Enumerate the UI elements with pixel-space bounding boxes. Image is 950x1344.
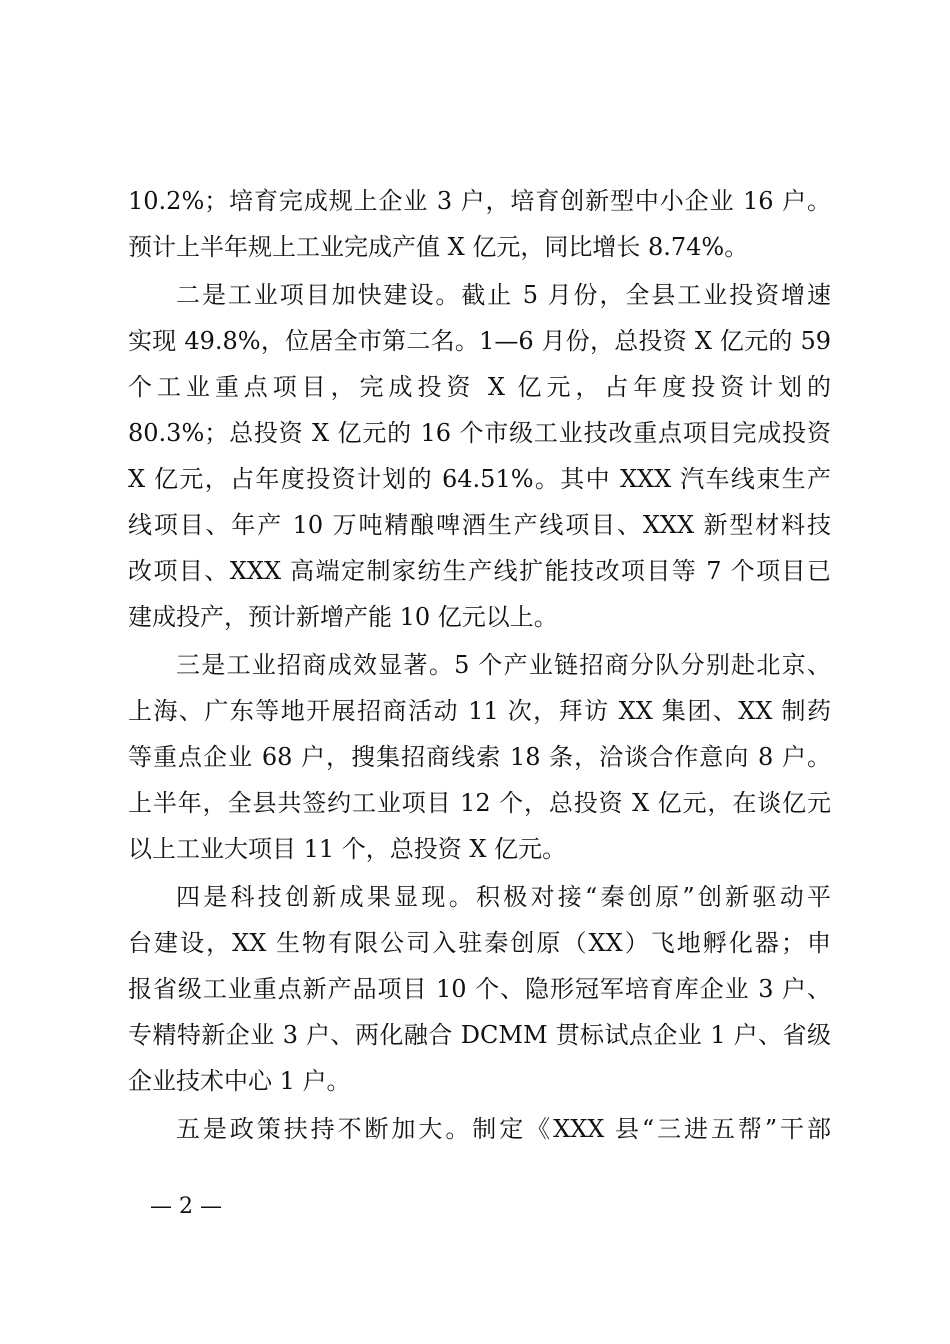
text-line: X 亿元，占年度投资计划的 64.51%。其中 XXX 汽车线束生产: [128, 465, 831, 493]
text-line: 10.2%；培育完成规上企业 3 户，培育创新型中小企业 16 户。: [128, 187, 831, 215]
text-line: 预计上半年规上工业完成产值 X 亿元，同比增长 8.74%。: [128, 233, 749, 261]
text-line: 个工业重点项目，完成投资 X 亿元，占年度投资计划的: [128, 373, 831, 401]
text-line: 上半年，全县共签约工业项目 12 个，总投资 X 亿元，在谈亿元: [128, 789, 831, 817]
text-line: 以上工业大项目 11 个，总投资 X 亿元。: [128, 835, 567, 863]
text-line: 三是工业招商成效显著。5 个产业链招商分队分别赴北京、: [176, 651, 831, 679]
text-line: 线项目、年产 10 万吨精酿啤酒生产线项目、XXX 新型材料技: [128, 511, 831, 539]
text-line: 实现 49.8%，位居全市第二名。1—6 月份，总投资 X 亿元的 59: [128, 327, 831, 355]
text-line: 报省级工业重点新产品项目 10 个、隐形冠军培育库企业 3 户、: [128, 975, 831, 1003]
text-line: 五是政策扶持不断加大。制定《XXX 县“三进五帮”干部: [176, 1115, 831, 1143]
text-line: 四是科技创新成果显现。积极对接“秦创原”创新驱动平: [176, 883, 831, 911]
text-line: 专精特新企业 3 户、两化融合 DCMM 贯标试点企业 1 户、省级: [128, 1021, 831, 1049]
text-line: 上海、广东等地开展招商活动 11 次，拜访 XX 集团、XX 制药: [128, 697, 831, 725]
text-line: 企业技术中心 1 户。: [128, 1067, 351, 1095]
text-line: 二是工业项目加快建设。截止 5 月份，全县工业投资增速: [176, 281, 831, 309]
page-number: — 2 —: [150, 1194, 222, 1219]
text-line: 台建设，XX 生物有限公司入驻秦创原（XX）飞地孵化器；申: [128, 929, 831, 957]
text-line: 80.3%；总投资 X 亿元的 16 个市级工业技改重点项目完成投资: [128, 419, 831, 447]
text-line: 等重点企业 68 户，搜集招商线索 18 条，洽谈合作意向 8 户。: [128, 743, 831, 771]
text-line: 建成投产，预计新增产能 10 亿元以上。: [128, 603, 558, 631]
text-line: 改项目、XXX 高端定制家纺生产线扩能技改项目等 7 个项目已: [128, 557, 831, 585]
